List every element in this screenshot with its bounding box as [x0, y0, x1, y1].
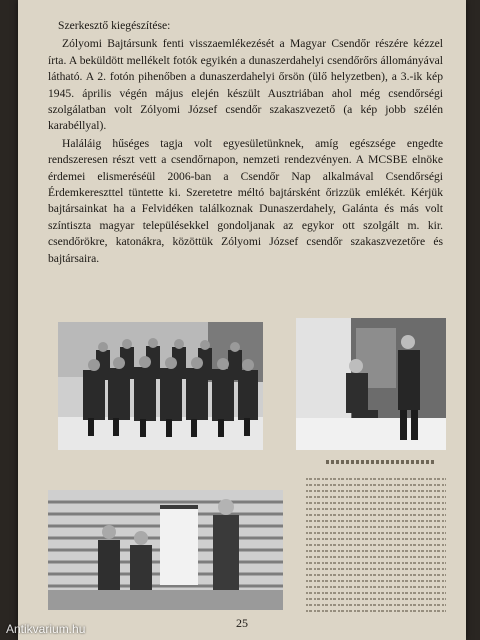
caption-line: [306, 514, 446, 516]
caption-line: [306, 604, 446, 606]
caption-line: [306, 544, 446, 546]
caption-line: [306, 556, 446, 558]
watermark-text: Antikvarium.hu: [6, 622, 86, 636]
editor-heading: Szerkesztő kiegészítése:: [58, 19, 171, 32]
caption-line: [306, 532, 446, 534]
caption-line: [306, 550, 446, 552]
article-text: [48, 18, 443, 267]
caption-line: [306, 574, 446, 576]
caption-line: [306, 484, 446, 486]
caption-line: [306, 586, 446, 588]
paragraph-1: Zólyomi Bajtársunk fenti visszaemlékezését a Magyar Csendőr részére kézzel írta. A beküldött mellékelt fotók egyikén a dunaszerdahelyi csendőrőrs állományával látható. A 2. fotón pihenőben a dunaszerdahelyi őrsön (ülő helyzetben), a 3.-ik kép 1945. április végén május elején készült Ausztriában ahol még csendőrségi szolgálatban volt Zólyomi József csendőr szakaszvezető (a kép jobb szélén karabéllyal).: [48, 37, 443, 133]
handwritten-caption: [306, 460, 446, 620]
caption-line: [306, 562, 446, 564]
document-page: [18, 0, 466, 640]
caption-line: [306, 610, 446, 612]
page-number: 25: [236, 616, 248, 630]
photo-resting-gendarmes: [296, 318, 446, 450]
caption-line: [306, 598, 446, 600]
photo-log-cabin: [48, 490, 283, 610]
caption-line: [306, 538, 446, 540]
caption-line: [306, 490, 446, 492]
caption-heading-scribble: [326, 460, 436, 464]
caption-line: [306, 520, 446, 522]
caption-line: [306, 526, 446, 528]
caption-line: [306, 580, 446, 582]
caption-line: [306, 502, 446, 504]
caption-line: [306, 568, 446, 570]
photo-group-portrait: [58, 322, 263, 450]
caption-line: [306, 592, 446, 594]
paragraph-2: Haláláig hűséges tagja volt egyesületünknek, amíg egészsége engedte rendszeresen részt vett a csendőrnapon, nemzeti rendezvényen. A MCSBE elnöke érdemei elismeréséül 2006-ban a Csendőr Nap alkalmával Csendőrségi Érdemkereszttel tüntette ki. Szeretetre méltó bajtársként őrizzük emlékét. Kérjük bajtársainkat ha a Felvidéken találkoznak Dunaszerdahely, Galánta és más volt színtiszta magyar településekkel gondoljanak az egykor ott szolgált m. kir. csendőrökre, katonákra, közöttük Zólyomi József csendőr szakaszvezetőre és bajtársaira.: [48, 136, 443, 265]
caption-line: [306, 496, 446, 498]
caption-line: [306, 508, 446, 510]
caption-line: [306, 478, 446, 480]
